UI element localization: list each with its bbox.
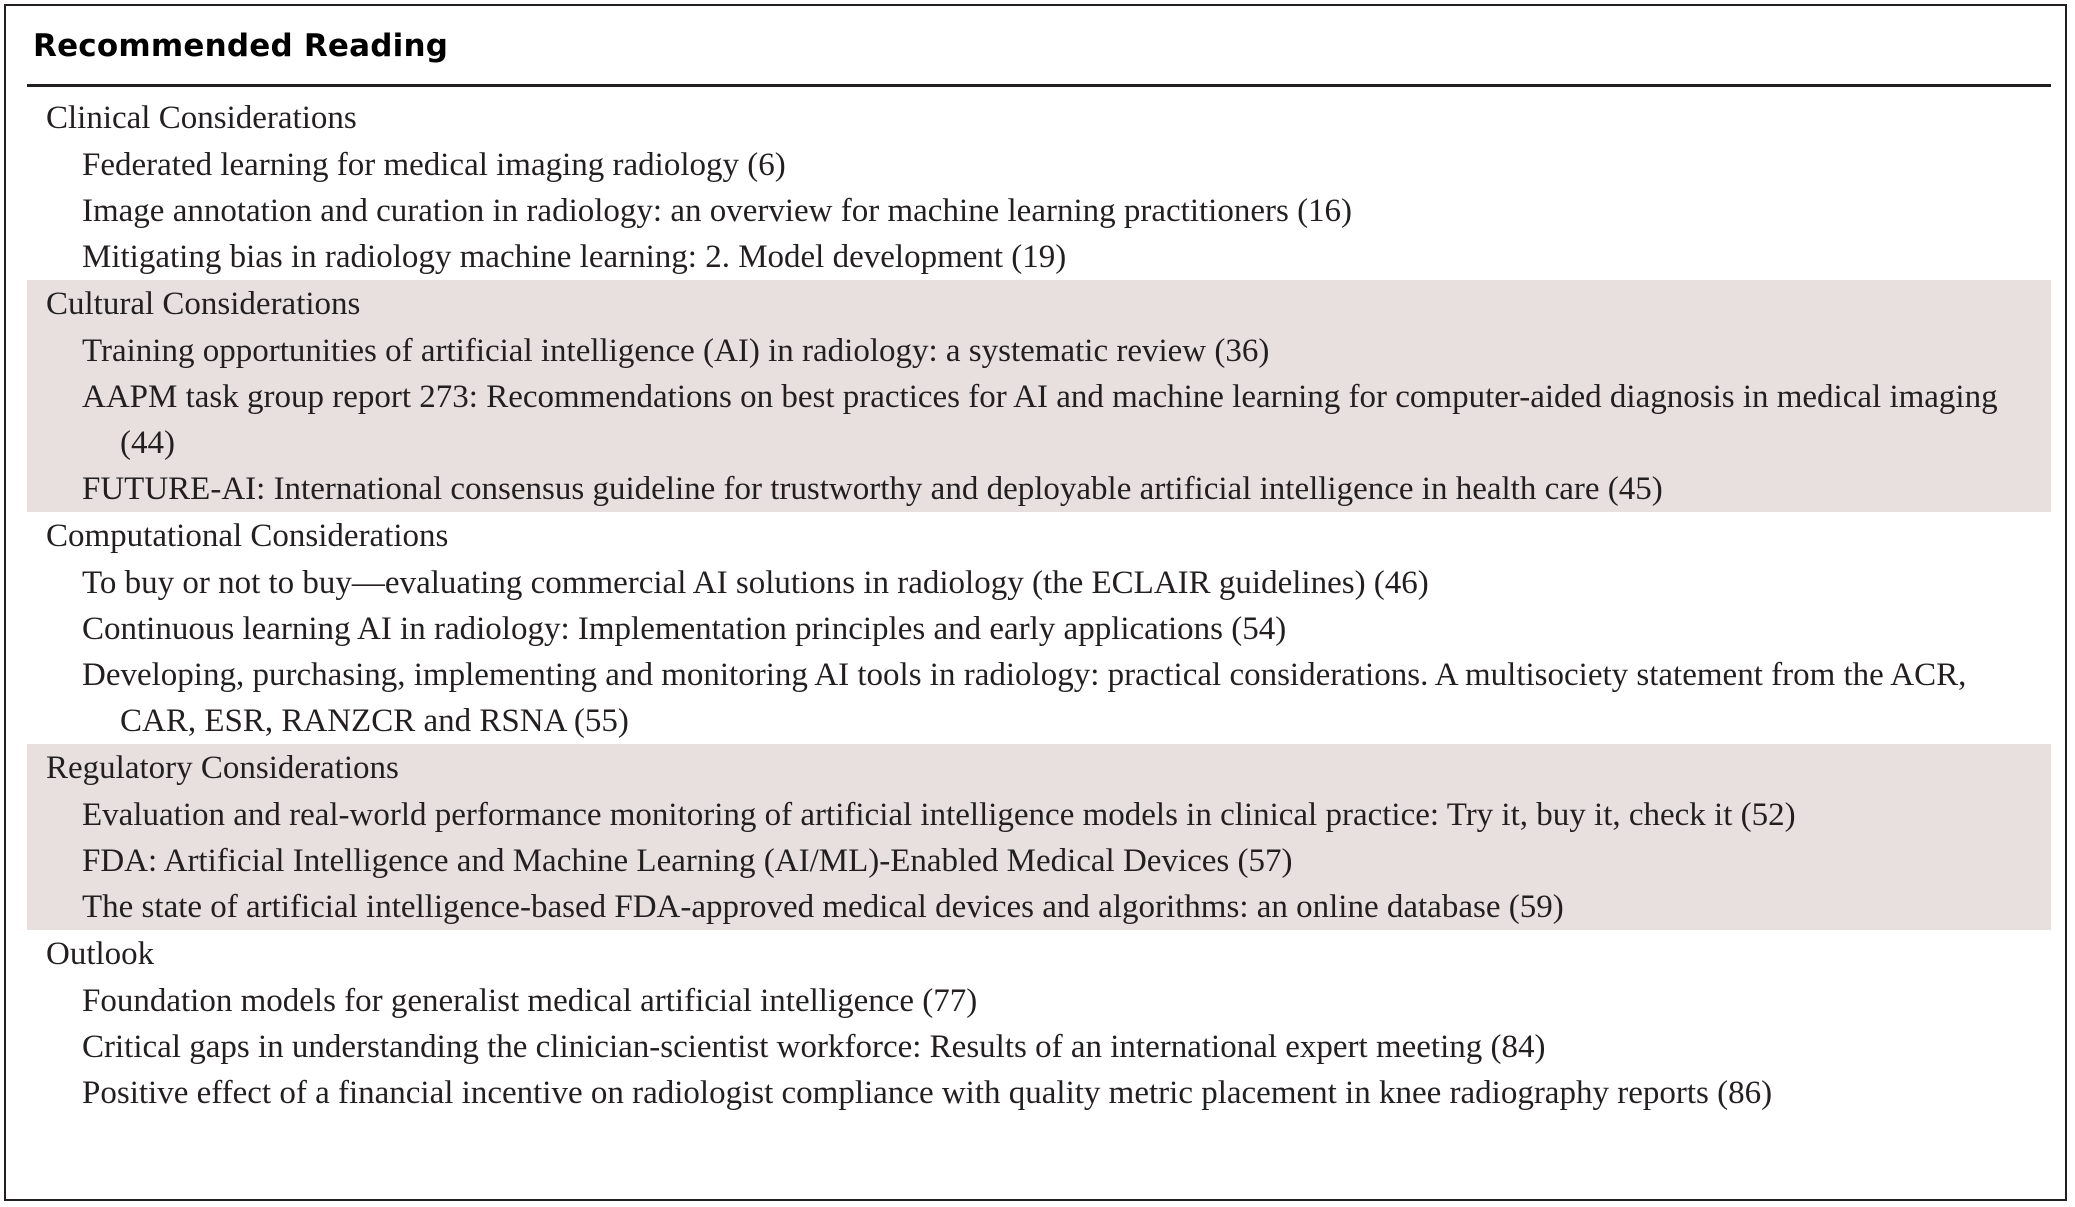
section-clinical — [27, 94, 2051, 280]
section-title: Cultural Considerations — [46, 286, 361, 322]
section-cultural — [27, 280, 2051, 512]
reading-entry: Mitigating bias in radiology machine learning: 2. Model development (19) — [82, 239, 1067, 275]
reading-entry: Federated learning for medical imaging radiology (6) — [82, 147, 786, 183]
reading-entry: FDA: Artificial Intelligence and Machine Learning (AI/ML)-Enabled Medical Devices (57) — [82, 843, 1293, 879]
section-title: Computational Considerations — [46, 518, 449, 554]
section-computational — [27, 512, 2051, 744]
section-title: Outlook — [46, 936, 155, 972]
reading-entry: FUTURE-AI: International consensus guideline for trustworthy and deployable artificial intelligence in health care (45) — [82, 471, 1663, 507]
recommended-reading-box — [4, 4, 2067, 1201]
reading-entry: The state of artificial intelligence-based FDA-approved medical devices and algorithms: an online database (59) — [82, 889, 1564, 925]
reading-entry: Evaluation and real-world performance monitoring of artificial intelligence models in clinical practice: Try it, buy it, check it (52) — [82, 797, 1796, 833]
sections-list — [27, 94, 2051, 1116]
reading-entry: Continuous learning AI in radiology: Implementation principles and early applications (54) — [82, 611, 1287, 647]
section-regulatory — [27, 744, 2051, 930]
title-rule — [27, 84, 2051, 87]
reading-entry: To buy or not to buy—evaluating commercial AI solutions in radiology (the ECLAIR guidelines) (46) — [82, 565, 1429, 601]
reading-entry: Image annotation and curation in radiology: an overview for machine learning practitioners (16) — [82, 193, 1353, 229]
section-title: Clinical Considerations — [46, 100, 357, 136]
reading-entry: Foundation models for generalist medical artificial intelligence (77) — [82, 983, 978, 1019]
reading-entry: Positive effect of a financial incentive on radiologist compliance with quality metric placement in knee radiography reports (86) — [82, 1075, 1773, 1111]
reading-entry: Developing, purchasing, implementing and monitoring AI tools in radiology: practical considerations. A multisociety statement from the ACR, CAR, ESR, RANZCR and RSNA (55) — [82, 657, 1967, 739]
reading-entry: Critical gaps in understanding the clinician-scientist workforce: Results of an international expert meeting (84) — [82, 1029, 1546, 1065]
box-title: Recommended Reading — [33, 28, 449, 64]
reading-entry: Training opportunities of artificial intelligence (AI) in radiology: a systematic review (36) — [82, 333, 1270, 369]
section-title: Regulatory Considerations — [46, 750, 399, 786]
reading-entry: AAPM task group report 273: Recommendations on best practices for AI and machine learning for computer-aided diagnosis in medical imaging (44) — [82, 379, 1998, 461]
section-outlook — [27, 930, 2051, 1116]
